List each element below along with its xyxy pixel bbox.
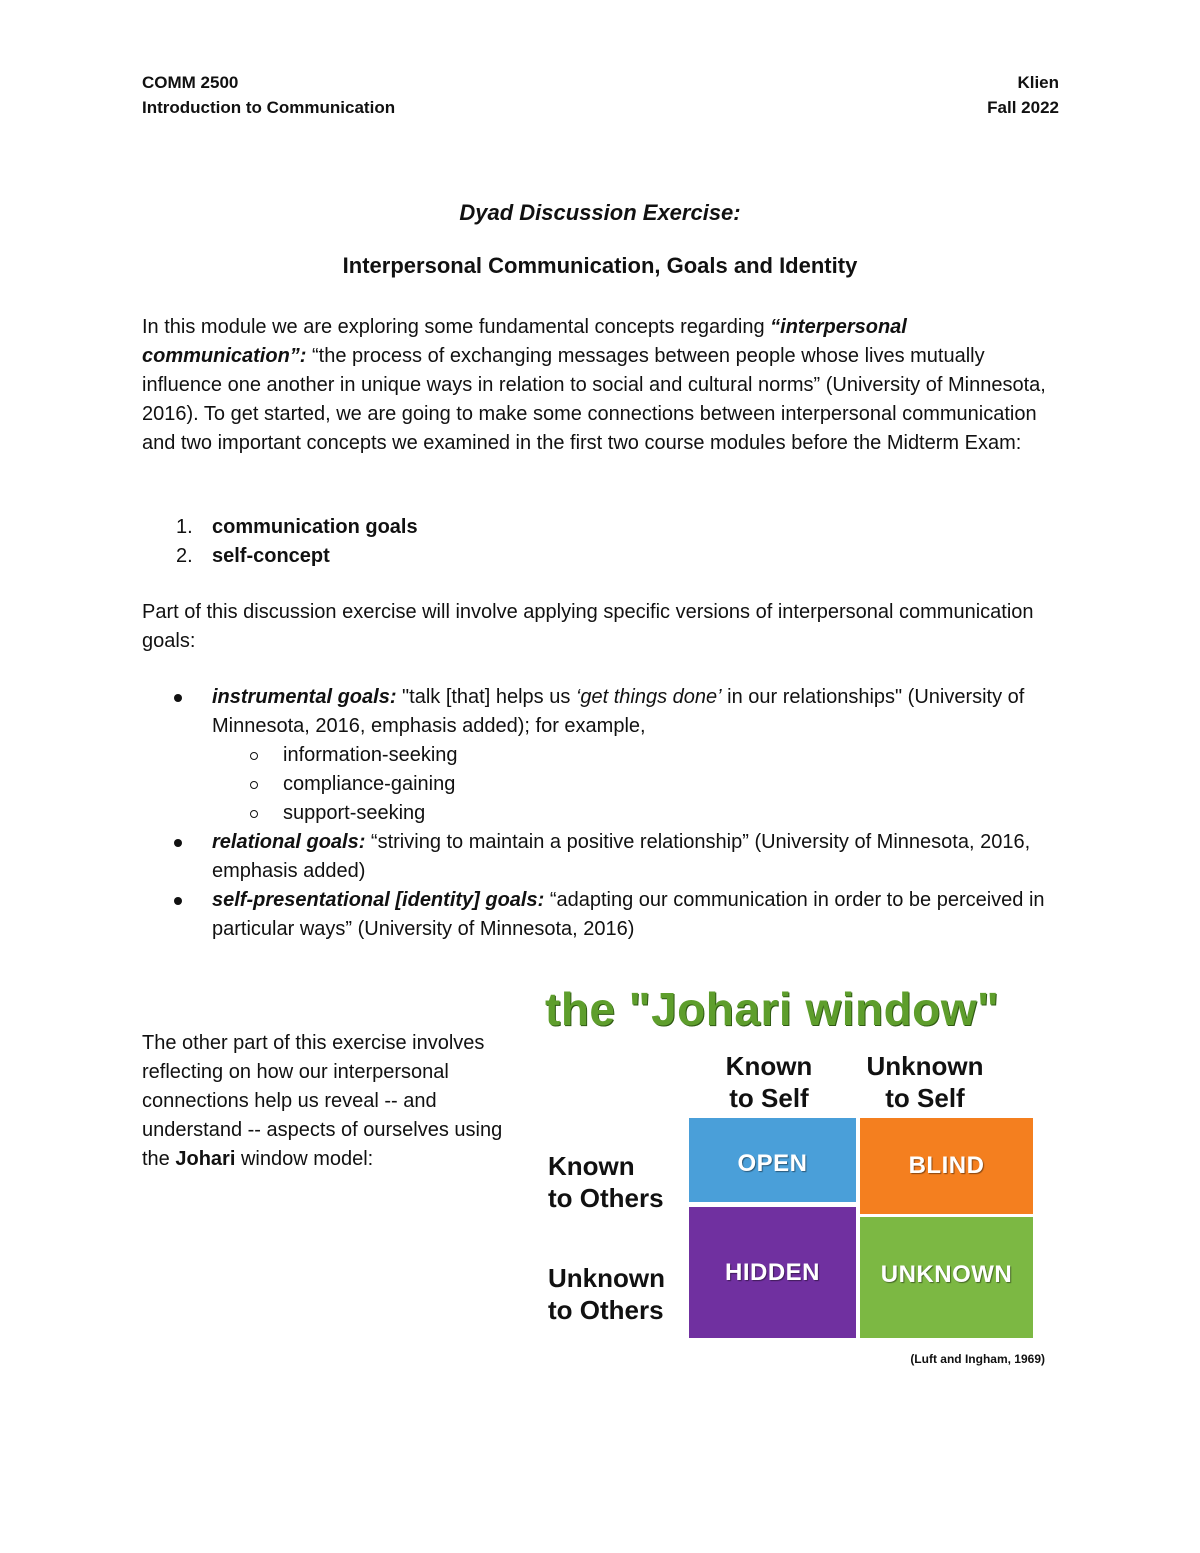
intro-term: “interpersonal communication”: bbox=[142, 316, 907, 367]
list-item bbox=[142, 799, 1067, 828]
johari-text-2: window model: bbox=[235, 1148, 374, 1170]
goal-text: “adapting our communication in order to be perceived in particular ways” (University of Minnesota, 2016) bbox=[212, 889, 1045, 940]
goal-term: instrumental goals: bbox=[212, 686, 397, 708]
exercise-subtitle: Interpersonal Communication, Goals and Identity bbox=[342, 253, 858, 278]
johari-title: the "Johari window" bbox=[545, 983, 1000, 1035]
quadrant-blind: BLIND bbox=[860, 1118, 1033, 1214]
johari-term: Johari bbox=[175, 1148, 236, 1170]
intro-paragraph bbox=[142, 313, 1067, 458]
header-left bbox=[142, 70, 395, 120]
example-label: support-seeking bbox=[283, 802, 426, 824]
concepts-list bbox=[142, 513, 418, 571]
johari-citation: (Luft and Ingham, 1969) bbox=[910, 1352, 1045, 1366]
exercise-title: Dyad Discussion Exercise: bbox=[459, 200, 741, 225]
goal-text: "talk [that] helps us bbox=[396, 686, 576, 708]
list-item bbox=[142, 513, 418, 542]
circle-bullet-icon bbox=[250, 810, 258, 818]
johari-paragraph bbox=[142, 1029, 512, 1174]
goal-term: self-presentational [identity] goals: bbox=[212, 889, 545, 911]
instructor-name: Klien bbox=[1017, 73, 1059, 92]
list-item-self-presentational bbox=[142, 886, 1067, 944]
column-label-known-to-self: Known to Self bbox=[725, 1051, 813, 1113]
part-of-paragraph: Part of this discussion exercise will involve applying specific versions of interpersonal communication goals: bbox=[142, 601, 1034, 652]
column-label-unknown-to-self: Unknown to Self bbox=[866, 1051, 984, 1113]
term: Fall 2022 bbox=[987, 98, 1059, 117]
goal-text: “striving to maintain a positive relationship” (University of Minnesota, 2016, emphasis added) bbox=[212, 831, 1031, 882]
list-item-instrumental bbox=[142, 683, 1067, 741]
list-item bbox=[142, 741, 1067, 770]
intro-text-1: In this module we are exploring some fundamental concepts regarding bbox=[142, 316, 771, 338]
header-right bbox=[987, 70, 1059, 120]
goal-term: relational goals: bbox=[212, 831, 366, 853]
intro-text-2: “the process of exchanging messages between people whose lives mutually influence one another in unique ways in relation to social and cultural norms” (University of Minnesota, 2016). To get started, we are going to make some connections between interpersonal communication and two important concepts we examined in the first two course modules before the Midterm Exam: bbox=[142, 345, 1046, 454]
concept-label: communication goals bbox=[212, 516, 418, 538]
bullet-icon bbox=[174, 839, 182, 847]
goals-list bbox=[142, 683, 1067, 944]
list-item bbox=[142, 542, 418, 571]
goal-text: in our relationships" (University of Minnesota, 2016, emphasis added); for example, bbox=[212, 686, 1025, 737]
example-label: compliance-gaining bbox=[283, 773, 456, 795]
quadrant-hidden: HIDDEN bbox=[689, 1207, 856, 1338]
example-label: information-seeking bbox=[283, 744, 458, 766]
goal-emphasis: ‘get things done’ bbox=[575, 686, 722, 708]
list-number: 2. bbox=[176, 545, 193, 567]
course-name: Introduction to Communication bbox=[142, 98, 396, 117]
bullet-icon bbox=[174, 694, 182, 702]
list-number: 1. bbox=[176, 516, 193, 538]
circle-bullet-icon bbox=[250, 781, 258, 789]
row-label-known-to-others: Known to Others bbox=[548, 1151, 664, 1213]
quadrant-unknown: UNKNOWN bbox=[860, 1217, 1033, 1338]
johari-text-1: The other part of this exercise involves reflecting on how our interpersonal connections help us reveal -- and understand -- aspects of ourselves using the bbox=[142, 1032, 503, 1170]
quadrant-open: OPEN bbox=[689, 1118, 856, 1202]
course-code: COMM 2500 bbox=[142, 73, 239, 92]
list-item bbox=[142, 770, 1067, 799]
bullet-icon bbox=[174, 897, 182, 905]
list-item-relational bbox=[142, 828, 1067, 886]
circle-bullet-icon bbox=[250, 752, 258, 760]
concept-label: self-concept bbox=[212, 545, 330, 567]
row-label-unknown-to-others: Unknown to Others bbox=[548, 1263, 665, 1325]
